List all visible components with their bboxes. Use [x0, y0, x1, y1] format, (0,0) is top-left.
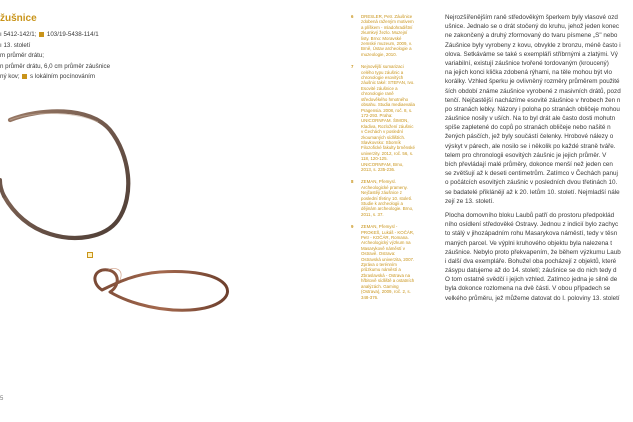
- footnotes-column: [351, 14, 415, 307]
- text-line: ního osídlení středověké Ostravy. Jednou z indicií bylo zachyc: [445, 221, 619, 229]
- text-line: to stálý v jihozápadním rohu Masarykova náměstí, tedy v těsn: [445, 230, 618, 238]
- footnote-text: Nejnovější sumarizaci celého typu záušnic a chronologie esovitých záušnic také: STEFAN, Ivo. Esovité záušnice a chronologie raně středověkého hmotného obsahu. Studia mediaevalia Pragensia. 2008, roč. 8, s. 172-293. Praha: UNICORNFAM. ŠIMON, Kladiva, Rozložení záušnic v Čechách v poslední zkoumaných sídlištích. Slavkovsko: Sborník Filozofické fakulty brněnské univerzity. 2012, roč. 56, s. 118, 120-125. UNICORNFAM, Brno, 2013, s. 235-236.: [361, 64, 415, 172]
- square-marker-icon: [39, 32, 44, 37]
- footnote-text: DRESLER, Petr. Záušnice zdobená raženým motivem a plíškem - mladohradištní zkumkvý žezlo. Muzejní listy. Brno: Moravské zemské muzeum, 2009, v. Brně, Ústav archeologie a muzeologie, 2010.: [361, 14, 414, 57]
- text-line: záušnice. Nebylo proto překvapením, že během výzkumu Laub: [445, 248, 621, 256]
- text-line: Záušnice byly vyrobeny z kovu, obvykle z bronzu, méně často i: [445, 41, 621, 49]
- footnote-number: 9: [351, 224, 354, 230]
- text-line: byla dokonce rozlomena na dvě části. V obou případech se: [445, 285, 611, 293]
- paragraph-1: [445, 13, 633, 206]
- text-line: o počátcích esovitých záušnic v posledních dvou třetinách 10.: [445, 179, 618, 187]
- text-line: telem pro chronologii esovitých záušnic je jejich průměr. V: [445, 151, 607, 159]
- text-line: ších období známe záušnice vyrobené z masivních drátů, pozd: [445, 87, 621, 95]
- text-line: velkého průměru, jež můžeme datovat do I. poloviny 13. století: [445, 294, 620, 302]
- body-text-column: [445, 13, 633, 303]
- text-line: korálky. Vzhled šperku je ovlivněný rozměry průměrem použité: [445, 78, 620, 86]
- text-line: Plocha domovního bloku Laubů patří do prostoru předpoklád: [445, 211, 615, 219]
- text-line: se zvětšují až k deseti centimetrům. Zatímco v Čechách panuj: [445, 170, 618, 178]
- square-marker-icon: [22, 74, 27, 79]
- text-line: se badatelé přiklánějí až k 20. letům 10. století. Nejmladší nále: [445, 188, 620, 196]
- catalog-title: žušnice: [0, 13, 37, 24]
- footnote: [351, 64, 415, 172]
- text-line: spíše zapletené do copů po stranách obličeje nebo našité n: [445, 124, 611, 132]
- text-line: O tom ostatně svědčí i jejich vzhled. Zatímco jedna je silně de: [445, 276, 618, 284]
- catalog-line-wire: m průměr drátu;: [0, 52, 45, 60]
- text-line: výskyt v párech, ale nosilo se i několik po každé straně tváře.: [445, 142, 616, 150]
- catalog-line-material: ný kov; s lokálním pocínováním: [0, 73, 96, 81]
- footnote-number: 6: [351, 14, 354, 19]
- catalog-line-dating: ı 13. století: [0, 41, 31, 49]
- earring-photo-1: [0, 100, 150, 248]
- catalog-line-inventory: ı 5412-142/1; 103/19-5438-114/1: [0, 31, 99, 38]
- footnote: [351, 224, 415, 300]
- text-line: olova. Setkáváme se také s exempláři stříbrnými a zlatými. Vý: [445, 50, 618, 58]
- catalog-entry: [0, 30, 160, 83]
- text-line: na jejich konci klička zdobená rýhami, na těle mohou být vlo: [445, 69, 612, 77]
- page-number: 5: [0, 396, 4, 402]
- footnote: [351, 179, 415, 217]
- earring-photo-2: [80, 252, 240, 332]
- text-line: zásypu datujeme až do 14. století; záušnice se do nich tedy d: [445, 267, 617, 275]
- text-line: ne zakončený a druhý zformovaný do tvaru písmene „S" nebo: [445, 32, 618, 40]
- footnote-number: 7: [351, 64, 354, 70]
- text-line: zejí ze 13. století.: [445, 197, 495, 205]
- footnote-text: ZEMAN, Přemysl - PROKEŠ, Lukáš - KOČÁR, Petr - KOČÁR, Romana. Archeologický výzkum na Masarykově náměstí v Ostravě. Ostrava: Ostravská univerzita, 2007. Zpráva o terénním průzkumu náměstí a Zbraslavská - Ostrava na hřbitově sídliště a ostatních analýzách. Gaming (Ostrava), 2009, roč. 2, s. 348-376.: [361, 224, 415, 300]
- footnote-text: ZEMAN, Přemysl. Archeologické prameny. Nejčastěji záušnice z poslední třetiny 10. století. Studie k archeologii a dějinám archeologie. Brno, 2011, s. 37.: [361, 179, 414, 217]
- paragraph-2: [445, 211, 633, 303]
- text-line: variabilní, existují záušnice tvořené tordovaným (kroucený): [445, 59, 609, 67]
- footnote-number: 8: [351, 179, 354, 185]
- text-line: i další dva exempláře. Bohužel oba pocházejí z objektů, které: [445, 257, 617, 265]
- catalog-line-dimensions: n průměr drátu, 6,0 cm průměr záušnice: [0, 62, 111, 70]
- text-line: maných parcel. Ve výplni kruhového objektu byla nalezena t: [445, 239, 612, 247]
- text-line: záušnice nosily v uších. Na to byl drát ale často dosti mohutn: [445, 115, 616, 123]
- text-line: bích převládají malé průměry, dokonce menší než jeden cen: [445, 161, 613, 168]
- text-line: žených pásčích, jež byly součástí čelenky. Hrobové nálezy o: [445, 133, 614, 141]
- footnote: [351, 14, 415, 57]
- text-line: tenčí. Nejčastější nacházíme esovité záušnice v hrobech žen n: [445, 96, 621, 104]
- text-line: po stranách lebky. Názory i poloha po stranách obličeje mohou: [445, 105, 620, 113]
- text-line: ušnice. Jednalo se o drát stočený do kruhu, jehož jeden konec: [445, 23, 619, 31]
- text-line: Nejrozšířenějším raně středověkým šperkem byly vlasové ozd: [445, 14, 618, 21]
